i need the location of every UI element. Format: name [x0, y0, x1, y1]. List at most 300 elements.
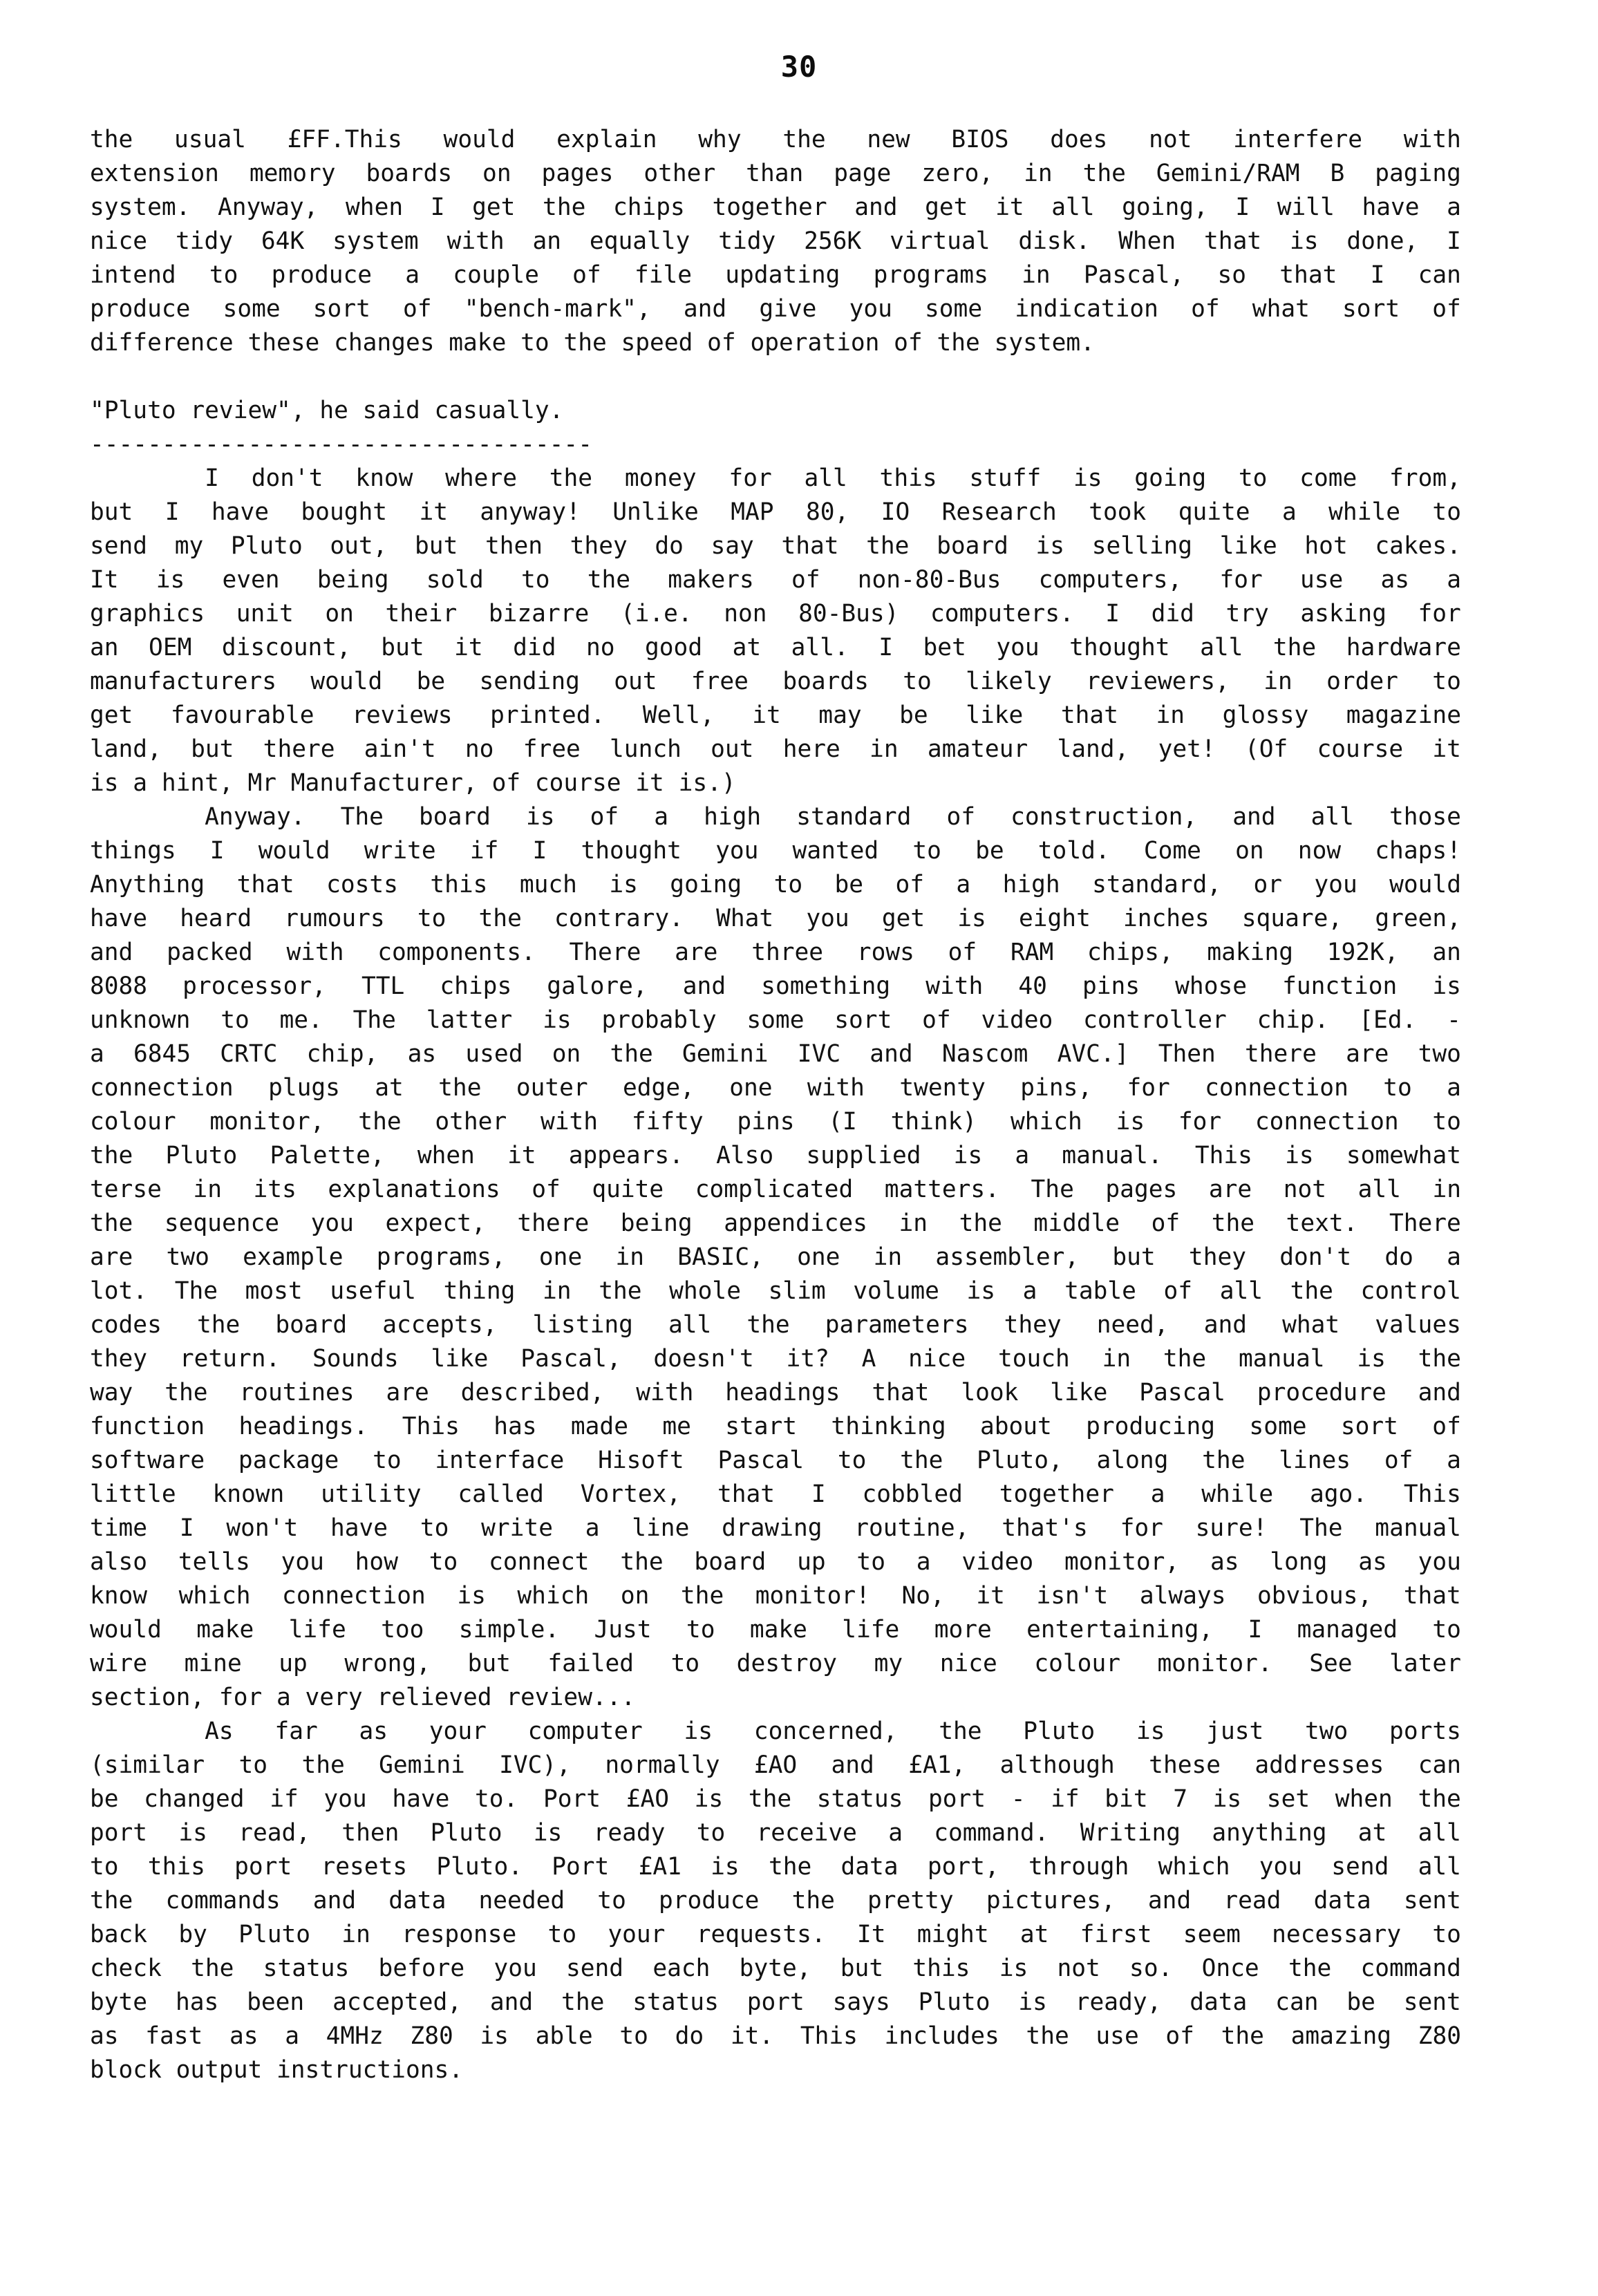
text-word: likely	[966, 668, 1052, 695]
text-word: galore,	[547, 972, 648, 1000]
text-word: up	[797, 1548, 826, 1576]
text-word: can	[1418, 261, 1461, 289]
text-word: for	[1120, 1514, 1163, 1542]
text-word: new	[867, 126, 910, 153]
text-word: AVC.]	[1057, 1040, 1129, 1068]
text-word: and	[312, 1887, 357, 1914]
text-word: data	[388, 1887, 446, 1914]
text-line	[90, 1444, 1461, 1478]
text-word: like	[966, 702, 1024, 729]
text-word: Just	[594, 1616, 652, 1644]
text-word: is	[1432, 972, 1461, 1000]
text-word: together	[712, 194, 827, 221]
text-word: the	[90, 1210, 133, 1237]
text-word: to	[1432, 668, 1461, 695]
text-word: making	[1207, 939, 1293, 966]
text-word: but	[90, 498, 133, 526]
text-word: get	[472, 194, 516, 221]
text-word: I	[209, 837, 225, 865]
text-word: memory	[249, 160, 336, 187]
text-word: to	[903, 668, 932, 695]
text-word: you	[1259, 1853, 1303, 1881]
text-line: block output instructions.	[90, 2056, 464, 2084]
text-word: Pascal	[717, 1447, 805, 1474]
text-word: makers	[668, 566, 754, 594]
text-word: going	[670, 871, 742, 898]
text-word: BIOS	[951, 126, 1009, 153]
text-word: probably	[601, 1006, 717, 1034]
text-word: a	[888, 1819, 903, 1847]
text-word: 8088	[90, 972, 148, 1000]
text-word: resets	[321, 1853, 408, 1881]
text-word: ports	[1389, 1718, 1461, 1745]
text-word: port	[928, 1785, 986, 1813]
text-word: green,	[1375, 905, 1461, 932]
text-word: It	[856, 1921, 886, 1948]
text-word: Port	[543, 1785, 601, 1813]
text-word: have	[392, 1785, 450, 1813]
text-word: to	[90, 1853, 119, 1881]
text-word: (I	[828, 1108, 857, 1136]
text-word: a	[916, 1548, 931, 1576]
text-word: through	[1028, 1853, 1129, 1881]
text-word: RAM	[1010, 939, 1054, 966]
text-word: -	[1010, 1785, 1026, 1813]
text-word: ago.	[1309, 1480, 1368, 1508]
text-word: if	[1051, 1785, 1080, 1813]
text-word: two	[166, 1243, 209, 1271]
text-word: have	[330, 1514, 388, 1542]
text-word: receive	[756, 1819, 857, 1847]
text-word: chip,	[306, 1040, 379, 1068]
text-word: all	[1200, 634, 1243, 661]
text-word: manufacturers	[90, 668, 277, 695]
text-word: to	[373, 1447, 402, 1474]
text-word: cobbled	[862, 1480, 963, 1508]
text-word: three	[751, 939, 824, 966]
text-word: 4MHz	[326, 2022, 384, 2050]
text-word: going,	[1122, 194, 1208, 221]
section-heading-underline: -----------------------------------	[90, 431, 592, 458]
text-word: be	[975, 837, 1004, 865]
text-word: ready,	[1075, 1988, 1162, 2016]
text-word: non	[724, 600, 767, 628]
text-word: IVC),	[499, 1751, 571, 1779]
text-word: sort	[834, 1006, 892, 1034]
text-word: I	[532, 837, 547, 865]
text-line	[90, 631, 1461, 665]
text-word: headings	[725, 1379, 840, 1406]
text-word: my	[874, 1650, 903, 1677]
text-word: ain't	[364, 735, 436, 763]
text-word: interfere	[1233, 126, 1363, 153]
text-word: failed	[547, 1650, 634, 1677]
text-word: is	[543, 1006, 572, 1034]
text-word: where	[445, 464, 517, 492]
text-word: while	[1328, 498, 1401, 526]
text-word: the	[680, 1582, 724, 1610]
text-word: printed.	[490, 702, 605, 729]
text-word: somewhat	[1346, 1142, 1461, 1169]
text-word: usual	[174, 126, 246, 153]
text-word: As	[90, 1718, 234, 1745]
text-word: I	[878, 634, 894, 661]
text-word: have	[90, 905, 148, 932]
text-word: this	[430, 871, 488, 898]
text-word: much	[519, 871, 577, 898]
text-word: £A1	[638, 1853, 682, 1881]
text-line	[90, 1512, 1461, 1545]
text-word: is	[533, 1819, 563, 1847]
text-word: (similar	[90, 1751, 205, 1779]
text-word: sure!	[1195, 1514, 1268, 1542]
text-line	[90, 868, 1461, 902]
text-word: have	[1362, 194, 1420, 221]
text-word: What	[716, 905, 774, 932]
text-word: other	[435, 1108, 507, 1136]
text-word: bit	[1104, 1785, 1148, 1813]
text-word: "bench-mark",	[464, 295, 651, 323]
text-word: thinking	[831, 1413, 946, 1440]
text-word: all	[668, 1311, 712, 1339]
text-word: The	[1299, 1514, 1343, 1542]
text-word: bet	[923, 634, 966, 661]
text-word: hardware	[1346, 634, 1461, 661]
text-word: it	[419, 498, 448, 526]
text-word: may	[818, 702, 862, 729]
text-word: whose	[1175, 972, 1248, 1000]
text-word: but	[415, 532, 458, 560]
text-word: £AO	[626, 1785, 669, 1813]
text-word: 256K	[804, 227, 862, 255]
text-word: boards	[782, 668, 869, 695]
text-line	[90, 1782, 1461, 1816]
text-word: good	[645, 634, 703, 661]
text-word: make	[749, 1616, 807, 1644]
text-word: you	[310, 1210, 354, 1237]
text-word: the	[1211, 1210, 1254, 1237]
text-word: to.	[475, 1785, 518, 1813]
text-word: procedure	[1257, 1379, 1386, 1406]
text-word: going	[1134, 464, 1207, 492]
text-word: know	[355, 464, 413, 492]
text-word: Well,	[642, 702, 715, 729]
text-word: byte	[90, 1988, 148, 2016]
text-word: thought	[1069, 634, 1170, 661]
text-word: outer	[516, 1074, 588, 1102]
text-word: is	[684, 1718, 713, 1745]
text-word: Then	[1158, 1040, 1216, 1068]
text-word: are	[675, 939, 718, 966]
text-word: connect	[489, 1548, 590, 1576]
text-word: of	[791, 566, 820, 594]
text-word: need,	[1096, 1311, 1169, 1339]
text-word: the	[959, 1210, 1002, 1237]
text-line	[90, 1715, 1461, 1749]
text-word: system	[332, 227, 419, 255]
text-word: standard,	[1092, 871, 1222, 898]
text-line	[90, 733, 1461, 766]
text-word: Gemini/RAM	[1156, 160, 1300, 187]
text-word: to	[686, 1616, 715, 1644]
text-word: send	[90, 532, 148, 560]
text-word: updating	[725, 261, 840, 289]
text-word: wrong,	[344, 1650, 431, 1677]
text-word: some	[1249, 1413, 1307, 1440]
text-word: port,	[927, 1853, 999, 1881]
text-word: give	[759, 295, 817, 323]
text-word: even	[222, 566, 280, 594]
text-word: out,	[330, 532, 388, 560]
text-word: edge,	[623, 1074, 695, 1102]
blank-line	[90, 360, 1461, 394]
text-word: in	[1024, 160, 1053, 187]
text-word: of	[532, 1176, 561, 1203]
text-word: Pluto	[1023, 1718, 1096, 1745]
text-word: of	[590, 803, 619, 831]
text-line	[90, 1207, 1461, 1241]
text-word: you	[1418, 1548, 1461, 1576]
page-number: 30	[780, 50, 818, 84]
text-word: amateur	[927, 735, 1028, 763]
text-word: return.	[179, 1345, 281, 1373]
text-word: to	[1238, 464, 1268, 492]
text-word: a	[1447, 1074, 1461, 1102]
text-word: in	[1263, 668, 1292, 695]
text-word: anyway!	[480, 498, 581, 526]
text-word: land,	[1057, 735, 1129, 763]
text-word: me.	[279, 1006, 323, 1034]
text-word: controller	[1083, 1006, 1227, 1034]
text-word: Pluto	[165, 1142, 238, 1169]
text-word: each	[652, 1955, 711, 1982]
text-word: don't	[1279, 1243, 1352, 1271]
text-line	[90, 1376, 1461, 1410]
text-word: pictures,	[986, 1887, 1116, 1914]
text-word: a	[1447, 566, 1461, 594]
text-word: for	[1178, 1108, 1222, 1136]
text-word: it	[454, 634, 483, 661]
text-word: text.	[1286, 1210, 1358, 1237]
text-word: be	[899, 702, 928, 729]
text-word: I	[1235, 194, 1250, 221]
text-word: terse	[90, 1176, 162, 1203]
text-word: Sounds	[312, 1345, 399, 1373]
text-word: to	[1432, 1108, 1461, 1136]
text-word: as	[229, 2022, 258, 2050]
text-word: would	[90, 1616, 162, 1644]
text-word: I	[1248, 1616, 1263, 1644]
text-word: all	[1219, 1277, 1263, 1305]
text-word: couple	[453, 261, 539, 289]
text-word: all	[1310, 803, 1354, 831]
text-word: do	[655, 532, 684, 560]
text-word: me	[662, 1413, 691, 1440]
text-word: in	[543, 1277, 572, 1305]
text-word: you	[494, 1955, 537, 1982]
text-word: but	[191, 735, 234, 763]
text-word: Nascom	[941, 1040, 1028, 1068]
text-word: some	[925, 295, 983, 323]
text-word: high	[1002, 871, 1060, 898]
text-word: response	[402, 1921, 517, 1948]
text-word: to	[521, 566, 550, 594]
text-word: they	[1004, 1311, 1062, 1339]
text-line	[90, 1918, 1461, 1952]
text-word: IO	[881, 498, 910, 526]
text-word: produce	[90, 295, 191, 323]
text-word: yet!	[1158, 735, 1216, 763]
text-word: (Of	[1244, 735, 1288, 763]
text-word: for	[1219, 566, 1263, 594]
text-word: check	[90, 1955, 162, 1982]
text-word: extension	[90, 160, 219, 187]
text-word: Port	[552, 1853, 610, 1881]
text-word: unit	[236, 600, 294, 628]
text-word: it.	[730, 2022, 774, 2050]
text-word: together	[999, 1480, 1114, 1508]
text-word: of	[403, 295, 432, 323]
text-word: sort	[312, 295, 370, 323]
text-word: get	[90, 702, 133, 729]
text-word: stuff	[969, 464, 1042, 492]
text-word: page	[834, 160, 892, 187]
text-line	[90, 529, 1461, 563]
text-word: entertaining,	[1026, 1616, 1214, 1644]
text-word: first	[1080, 1921, 1152, 1948]
text-word: it	[507, 1142, 536, 1169]
text-word: needed	[478, 1887, 565, 1914]
text-word: of	[948, 939, 977, 966]
text-word: would	[1389, 871, 1461, 898]
text-line	[90, 800, 1461, 834]
text-word: with	[540, 1108, 599, 1136]
text-word: bought	[301, 498, 388, 526]
text-line	[90, 1478, 1461, 1512]
text-word: and	[1418, 1379, 1461, 1406]
text-line	[90, 292, 1461, 326]
text-word: is	[480, 2022, 509, 2050]
text-word: a	[1447, 1447, 1461, 1474]
text-word: a	[1150, 1480, 1165, 1508]
text-word: in	[615, 1243, 644, 1271]
text-word: useful	[330, 1277, 416, 1305]
text-word: long	[1270, 1548, 1328, 1576]
text-line	[90, 123, 1461, 157]
text-word: by	[178, 1921, 207, 1948]
text-word: and	[870, 1040, 913, 1068]
text-word: get	[881, 905, 925, 932]
text-word: fifty	[631, 1108, 704, 1136]
text-word: chips	[612, 194, 685, 221]
text-word: to	[856, 1548, 885, 1576]
text-word: listing	[532, 1311, 633, 1339]
text-word: and	[854, 194, 898, 221]
text-word: a	[90, 1040, 104, 1068]
text-word: say	[711, 532, 754, 560]
text-word: will	[1277, 194, 1335, 221]
text-word: not	[1057, 1955, 1100, 1982]
text-word: wanted	[792, 837, 879, 865]
text-word: is	[711, 1853, 740, 1881]
text-word: the	[301, 1751, 345, 1779]
text-word: be	[416, 668, 446, 695]
text-word: to	[597, 1887, 626, 1914]
text-word: computers,	[1038, 566, 1183, 594]
text-word: the	[1202, 1447, 1246, 1474]
text-word: that	[872, 1379, 930, 1406]
text-word: here	[782, 735, 840, 763]
text-word: to	[619, 2022, 648, 2050]
text-word: the	[1272, 634, 1317, 661]
text-word: video	[981, 1006, 1053, 1034]
text-word: I	[164, 498, 180, 526]
text-word: intend	[90, 261, 176, 289]
text-word: the	[196, 1311, 241, 1339]
text-word: about	[979, 1413, 1052, 1440]
text-word: know	[90, 1582, 148, 1610]
text-word: of	[946, 803, 976, 831]
text-word: appears.	[568, 1142, 684, 1169]
text-word: life	[288, 1616, 346, 1644]
text-word: you	[996, 634, 1040, 661]
text-word: more	[934, 1616, 992, 1644]
text-word: far	[274, 1718, 318, 1745]
text-word: you	[323, 1785, 367, 1813]
text-line: is a hint, Mr Manufacturer, of course it is.)	[90, 769, 736, 797]
text-word: of	[1151, 1210, 1181, 1237]
text-line	[90, 1647, 1461, 1681]
text-word: might	[916, 1921, 989, 1948]
text-word: of	[1432, 1413, 1461, 1440]
text-word: to	[420, 1514, 449, 1542]
text-word: [Ed.	[1359, 1006, 1417, 1034]
text-word: that	[236, 871, 294, 898]
text-word: routine,	[854, 1514, 970, 1542]
text-word: the	[90, 126, 133, 153]
text-word: a	[1281, 498, 1297, 526]
text-word: would	[258, 837, 330, 865]
document-body	[90, 123, 1461, 2087]
text-word: some	[223, 295, 281, 323]
text-word: and	[1203, 1311, 1247, 1339]
text-word: while	[1201, 1480, 1274, 1508]
text-word: this	[147, 1853, 205, 1881]
text-word: pages	[541, 160, 614, 187]
text-word: for	[1127, 1074, 1170, 1102]
text-word: disk.	[1018, 227, 1091, 255]
text-word: connection	[282, 1582, 426, 1610]
text-word: read	[1223, 1887, 1281, 1914]
text-word: necessary	[1272, 1921, 1402, 1948]
text-word: The	[340, 803, 384, 831]
text-word: latter	[426, 1006, 513, 1034]
text-word: there	[263, 735, 335, 763]
text-word: lines	[1279, 1447, 1351, 1474]
text-word: out	[614, 668, 657, 695]
text-line	[90, 1613, 1461, 1647]
text-word: which	[1158, 1853, 1230, 1881]
text-word: would	[310, 668, 383, 695]
text-word: as	[1380, 566, 1410, 594]
text-word: I	[90, 464, 219, 492]
text-word: although	[999, 1751, 1115, 1779]
text-word: but	[381, 634, 424, 661]
text-word: package	[238, 1447, 339, 1474]
text-word: to	[696, 1819, 726, 1847]
text-word: land,	[90, 735, 162, 763]
text-word: cakes.	[1375, 532, 1461, 560]
